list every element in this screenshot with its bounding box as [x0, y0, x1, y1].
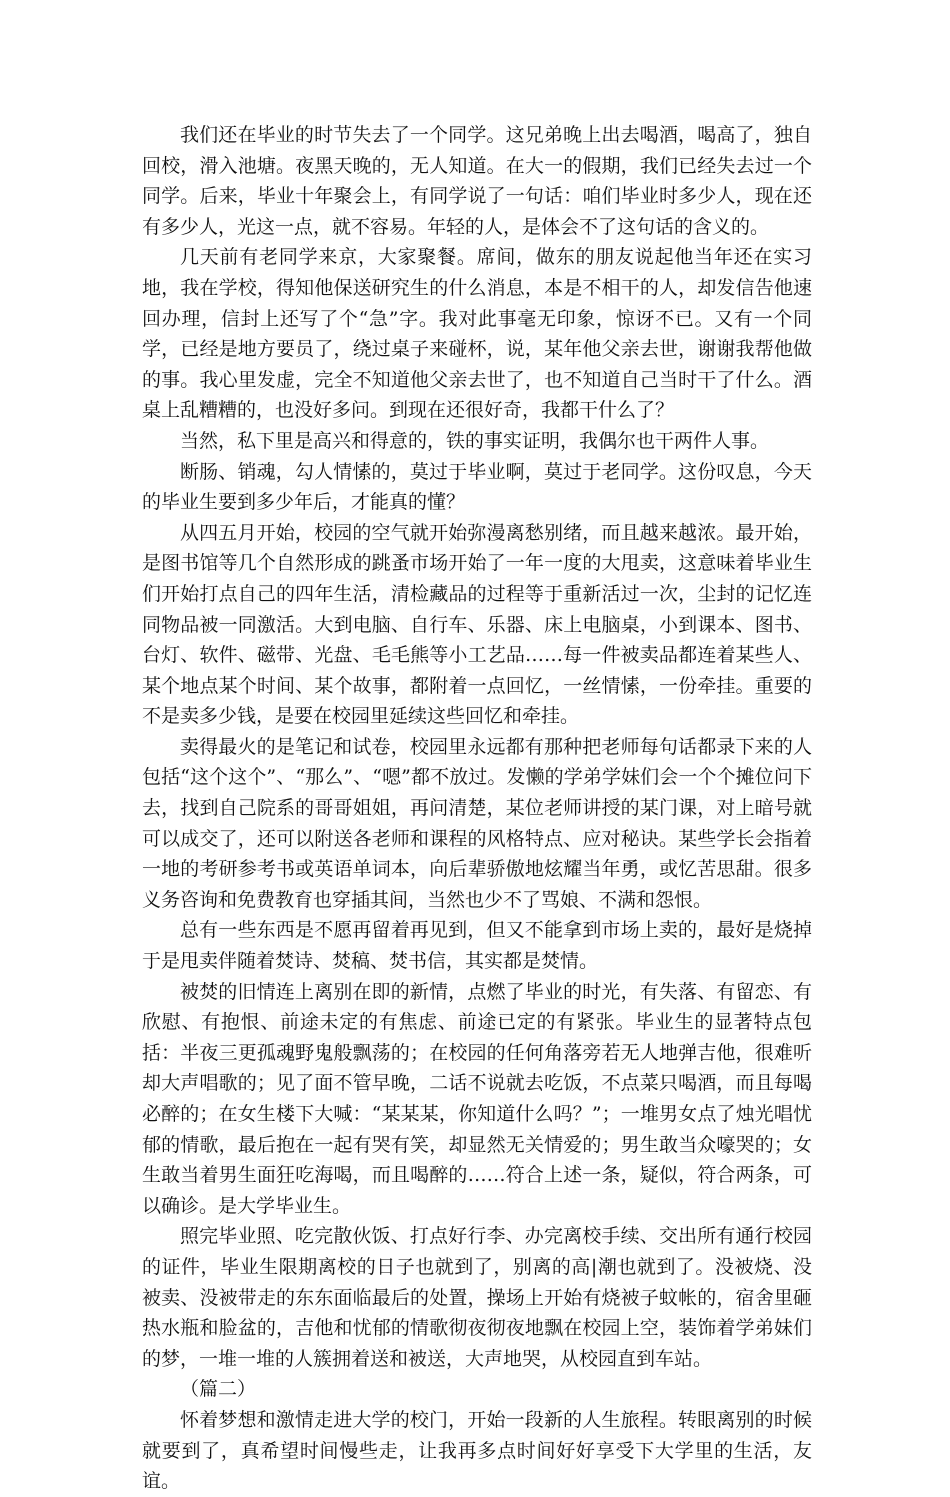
paragraph: 当然，私下里是高兴和得意的，铁的事实证明，我偶尔也干两件人事。 — [180, 429, 770, 452]
paragraph: 照完毕业照、吃完散伙饭、打点好行李、办完离校手续、交出所有通行校园的证件，毕业生限期离校的日子也就到了，别离的高|潮也就到了。没被烧、没被卖、没被带走的东东面临最后的处置，操场上开始有烧被子蚊帐的，宿舍里砸热水瓶和脸盆的，吉他和忧郁的情歌彻夜彻夜地飘在校园上空，装饰着学弟妹们的梦，一堆一堆的人簇拥着送和被送，大声地哭，从校园直到车站。 — [142, 1225, 812, 1370]
paragraph: 几天前有老同学来京，大家聚餐。席间，做东的朋友说起他当年还在实习地，我在学校，得知他保送研究生的什么消息，本是不相干的人，却发信告他速回办理，信封上还写了个“急”字。我对此事毫无印象，惊讶不已。又有一个同学，已经是地方要员了，绕过桌子来碰杯，说，某年他父亲去世，谢谢我帮他做的事。我心里发虚，完全不知道他父亲去世了，也不知道自己当时干了什么。酒桌上乱糟糟的，也没好多问。到现在还很好奇，我都干什么了？ — [142, 246, 812, 422]
paragraph: 被焚的旧情连上离别在即的新情，点燃了毕业的时光，有失落、有留恋、有欣慰、有抱恨、前途未定的有焦虑、前途已定的有紧张。毕业生的显著特点包括：半夜三更孤魂野鬼般飘荡的；在校园的任何角落旁若无人地弹吉他，很难听却大声唱歌的；见了面不管早晚，二话不说就去吃饭，不点菜只喝酒，而且每喝必醉的；在女生楼下大喊：“某某某，你知道什么吗？”；一堆男女点了烛光唱忧郁的情歌，最后抱在一起有哭有笑，却显然无关情爱的；男生敢当众嚎哭的；女生敢当着男生面狂吃海喝，而且喝醉的……符合上述一条，疑似，符合两条，可以确诊。是大学毕业生。 — [142, 980, 812, 1217]
paragraph: 我们还在毕业的时节失去了一个同学。这兄弟晚上出去喝酒，喝高了，独自回校，滑入池塘。夜黑天晚的，无人知道。在大一的假期，我们已经失去过一个同学。后来，毕业十年聚会上，有同学说了一句话：咱们毕业时多少人，现在还有多少人，光这一点，就不容易。年轻的人，是体会不了这句话的含义的。 — [142, 124, 812, 238]
section-heading: （篇二） — [180, 1378, 257, 1401]
paragraph: 断肠、销魂，勾人情愫的，莫过于毕业啊，莫过于老同学。这份叹息，今天的毕业生要到多少年后，才能真的懂？ — [142, 460, 812, 514]
paragraph: 卖得最火的是笔记和试卷，校园里永远都有那种把老师每句话都录下来的人包括“这个这个”、“那么”、“嗯”都不放过。发懒的学弟学妹们会一个个摊位问下去，找到自己院系的哥哥姐姐，再问清楚，某位老师讲授的某门课，对上暗号就可以成交了，还可以附送各老师和课程的风格特点、应对秘诀。某些学长会指着一地的考研参考书或英语单词本，向后辈骄傲地炫耀当年勇，或忆苦思甜。很多义务咨询和免费教育也穿插其间，当然也少不了骂娘、不满和怨恨。 — [142, 735, 812, 911]
paragraph: 从四五月开始，校园的空气就开始弥漫离愁别绪，而且越来越浓。最开始，是图书馆等几个自然形成的跳蚤市场开始了一年一度的大甩卖，这意味着毕业生们开始打点自己的四年生活，清检藏品的过程等于重新活过一次，尘封的记忆连同物品被一同激活。大到电脑、自行车、乐器、床上电脑桌，小到课本、图书、台灯、软件、磁带、光盘、毛毛熊等小工艺品……每一件被卖品都连着某些人、某个地点某个时间、某个故事，都附着一点回忆，一丝情愫，一份牵挂。重要的不是卖多少钱，是要在校园里延续这些回忆和牵挂。 — [142, 521, 812, 728]
document-body — [142, 120, 812, 1497]
paragraph: 怀着梦想和激情走进大学的校门，开始一段新的人生旅程。转眼离别的时候就要到了，真希望时间慢些走，让我再多点时间好好享受下大学里的生活，友谊。 — [142, 1408, 812, 1493]
paragraph: 总有一些东西是不愿再留着再见到，但又不能拿到市场上卖的，最好是烧掉于是甩卖伴随着焚诗、焚稿、焚书信，其实都是焚情。 — [142, 919, 812, 973]
